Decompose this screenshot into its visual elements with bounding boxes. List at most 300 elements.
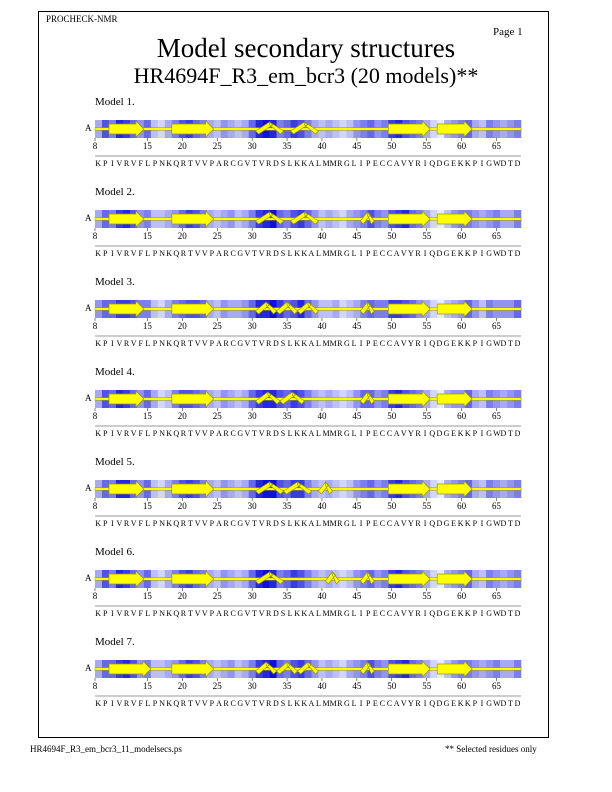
residue-letter: L: [145, 159, 151, 168]
residue-letter: V: [116, 609, 123, 618]
residue-letter: E: [372, 339, 378, 348]
residue-letter: I: [110, 249, 114, 258]
residue-letter: N: [159, 519, 165, 528]
model-label: Model 3.: [95, 276, 135, 288]
residue-number: 25: [212, 141, 222, 151]
residue-number: 45: [352, 231, 362, 241]
residue-letter: K: [301, 699, 308, 708]
residue-letter: K: [166, 339, 173, 348]
residue-number: 60: [457, 681, 467, 691]
residue-letter: T: [252, 699, 257, 708]
residue-letter: R: [337, 609, 343, 618]
residue-letter: V: [194, 159, 201, 168]
residue-letter: P: [209, 519, 215, 528]
residue-number: 30: [247, 231, 257, 241]
residue-letter: A: [308, 519, 315, 528]
residue-letter: K: [95, 249, 101, 258]
residue-letter: G: [486, 429, 492, 438]
residue-letter: I: [480, 609, 484, 618]
residue-letter: C: [379, 159, 386, 168]
residue-number: 55: [422, 411, 432, 421]
residue-letter: R: [266, 699, 272, 708]
residue-letter: V: [201, 249, 208, 258]
residue-letter: T: [188, 249, 193, 258]
residue-number: 65: [492, 411, 502, 421]
residue-letter: D: [436, 609, 443, 618]
residue-letter: K: [166, 159, 173, 168]
residue-letter: S: [280, 339, 286, 348]
residue-letter: K: [464, 249, 471, 258]
residue-letter: C: [230, 609, 236, 618]
residue-number: 25: [212, 231, 222, 241]
residue-letter: D: [500, 429, 507, 438]
residue-letter: L: [145, 699, 151, 708]
residue-letter: I: [359, 609, 363, 618]
residue-letter: P: [366, 159, 371, 168]
residue-letter: D: [514, 609, 521, 618]
residue-letter: V: [130, 339, 137, 348]
residue-letter: P: [472, 519, 478, 528]
model-label: Model 2.: [95, 186, 135, 198]
residue-letter: G: [237, 339, 244, 348]
residue-letter: P: [209, 339, 215, 348]
residue-letter: K: [457, 339, 464, 348]
residue-letter: V: [258, 159, 265, 168]
residue-letter: L: [287, 699, 293, 708]
residue-letter: T: [507, 249, 513, 258]
residue-letter: D: [436, 519, 443, 528]
residue-letter: M: [329, 609, 337, 618]
residue-letter: L: [145, 609, 151, 618]
residue-letter: Y: [408, 519, 414, 528]
residue-number: 30: [247, 321, 257, 331]
residue-number: 40: [317, 231, 327, 241]
chain-label: A: [85, 123, 92, 133]
residue-letter: P: [102, 159, 108, 168]
residue-letter: K: [301, 249, 308, 258]
residue-letter: C: [379, 699, 386, 708]
residue-letter: R: [266, 249, 272, 258]
residue-letter: Q: [173, 429, 180, 438]
residue-letter: P: [152, 159, 158, 168]
residue-number: 8: [92, 231, 98, 241]
residue-letter: V: [194, 609, 201, 618]
residue-letter: G: [486, 249, 492, 258]
residue-letter: L: [145, 429, 151, 438]
residue-sequence: [95, 159, 521, 168]
residue-letter: D: [514, 699, 521, 708]
residue-number: 8: [92, 141, 98, 151]
residue-number: 35: [282, 231, 292, 241]
residue-number: 45: [352, 321, 362, 331]
residue-letter: E: [451, 159, 456, 168]
residue-number: 15: [142, 501, 152, 511]
residue-number: 20: [177, 591, 187, 601]
page-title: Model secondary structures: [156, 33, 456, 63]
residue-letter: N: [159, 249, 165, 258]
residue-number: 35: [282, 501, 292, 511]
residue-letter: V: [116, 429, 123, 438]
model-block: [0, 366, 612, 456]
residue-letter: V: [258, 699, 265, 708]
residue-letter: M: [322, 429, 330, 438]
residue-number: 65: [492, 321, 502, 331]
residue-letter: V: [244, 609, 251, 618]
residue-letter: V: [201, 339, 208, 348]
residue-number: 20: [177, 321, 187, 331]
residue-letter: R: [266, 159, 272, 168]
residue-letter: G: [344, 519, 350, 528]
residue-letter: G: [237, 699, 244, 708]
residue-letter: K: [294, 519, 301, 528]
residue-letter: D: [272, 249, 279, 258]
residue-number: 55: [422, 591, 432, 601]
page-subtitle: HR4694F_R3_em_bcr3 (20 models)**: [133, 63, 479, 88]
residue-letter: K: [301, 609, 308, 618]
residue-number: 35: [282, 591, 292, 601]
residue-number: 20: [177, 231, 187, 241]
model-block: [0, 456, 612, 546]
residue-letter: Q: [173, 519, 180, 528]
residue-letter: G: [443, 339, 450, 348]
residue-letter: T: [507, 609, 513, 618]
residue-letter: K: [166, 609, 173, 618]
residue-letter: M: [329, 429, 337, 438]
residue-letter: S: [280, 159, 286, 168]
residue-letter: K: [457, 609, 464, 618]
residue-letter: I: [110, 339, 114, 348]
residue-letter: P: [102, 609, 108, 618]
residue-letter: A: [393, 609, 400, 618]
residue-letter: Q: [173, 339, 180, 348]
residue-letter: D: [514, 339, 521, 348]
residue-letter: Q: [429, 249, 436, 258]
residue-letter: G: [443, 249, 450, 258]
residue-letter: V: [400, 249, 407, 258]
residue-letter: V: [130, 699, 137, 708]
residue-letter: C: [230, 699, 236, 708]
residue-number: 45: [352, 591, 362, 601]
residue-letter: A: [216, 249, 222, 258]
residue-number: 15: [142, 411, 152, 421]
residue-number: 20: [177, 411, 187, 421]
residue-letter: K: [95, 339, 101, 348]
residue-letter: W: [493, 699, 501, 708]
residue-letter: A: [393, 699, 400, 708]
residue-letter: G: [486, 609, 492, 618]
residue-letter: G: [443, 609, 450, 618]
residue-letter: T: [507, 429, 513, 438]
residue-letter: V: [400, 159, 407, 168]
residue-letter: V: [116, 699, 123, 708]
residue-letter: I: [359, 519, 363, 528]
residue-letter: I: [480, 429, 484, 438]
residue-letter: C: [379, 519, 386, 528]
residue-sequence: [95, 249, 521, 258]
residue-letter: R: [415, 429, 421, 438]
structure-track: [0, 546, 612, 616]
residue-letter: A: [308, 609, 315, 618]
residue-sequence: [95, 699, 521, 708]
residue-number: 40: [317, 681, 327, 691]
structure-track: [0, 96, 612, 166]
residue-letter: K: [457, 249, 464, 258]
residue-letter: M: [322, 609, 330, 618]
residue-letter: T: [188, 429, 193, 438]
residue-letter: V: [130, 609, 137, 618]
chain-label: A: [85, 213, 92, 223]
residue-letter: D: [500, 699, 507, 708]
residue-letter: P: [472, 159, 478, 168]
residue-letter: W: [493, 609, 501, 618]
residue-letter: D: [436, 249, 443, 258]
residue-letter: P: [366, 699, 371, 708]
residue-letter: E: [451, 519, 456, 528]
residue-letter: R: [180, 519, 187, 528]
program-name: PROCHECK-NMR: [46, 14, 118, 24]
residue-letter: C: [379, 429, 386, 438]
residue-number: 35: [282, 681, 292, 691]
residue-letter: I: [359, 429, 363, 438]
residue-letter: M: [322, 339, 330, 348]
residue-letter: V: [258, 429, 265, 438]
residue-letter: R: [123, 699, 130, 708]
residue-letter: R: [180, 699, 187, 708]
residue-number: 8: [92, 501, 98, 511]
residue-letter: K: [166, 519, 173, 528]
residue-letter: P: [152, 429, 158, 438]
residue-letter: T: [188, 609, 193, 618]
residue-letter: T: [188, 339, 193, 348]
model-block: [0, 546, 612, 636]
residue-letter: M: [322, 159, 330, 168]
residue-number: 30: [247, 141, 257, 151]
residue-letter: C: [386, 159, 393, 168]
residue-number: 35: [282, 411, 292, 421]
residue-letter: Y: [408, 339, 414, 348]
residue-number: 8: [92, 681, 98, 691]
residue-letter: P: [152, 519, 158, 528]
residue-letter: P: [366, 249, 371, 258]
residue-letter: F: [138, 429, 143, 438]
residue-letter: W: [493, 429, 501, 438]
residue-letter: Q: [429, 519, 436, 528]
footer-filename: HR4694F_R3_em_bcr3_11_modelsecs.ps: [30, 744, 182, 754]
model-label: Model 7.: [95, 636, 135, 648]
residue-letter: R: [223, 519, 229, 528]
residue-number: 50: [387, 591, 397, 601]
residue-letter: Q: [429, 159, 436, 168]
residue-letter: V: [201, 519, 208, 528]
residue-number: 45: [352, 411, 362, 421]
residue-letter: A: [308, 249, 315, 258]
residue-letter: S: [280, 699, 286, 708]
residue-number: 55: [422, 231, 432, 241]
residue-letter: K: [294, 159, 301, 168]
residue-letter: W: [493, 249, 501, 258]
residue-letter: G: [443, 699, 450, 708]
residue-letter: D: [500, 339, 507, 348]
residue-letter: G: [344, 429, 350, 438]
residue-letter: F: [138, 519, 143, 528]
residue-number: 40: [317, 411, 327, 421]
residue-letter: R: [223, 249, 229, 258]
residue-letter: K: [464, 519, 471, 528]
residue-letter: Y: [408, 699, 414, 708]
residue-number: 55: [422, 501, 432, 511]
residue-letter: D: [436, 429, 443, 438]
residue-letter: P: [472, 699, 478, 708]
residue-letter: G: [486, 519, 492, 528]
residue-letter: R: [180, 159, 187, 168]
residue-letter: F: [138, 609, 143, 618]
residue-letter: D: [500, 159, 507, 168]
residue-letter: K: [301, 339, 308, 348]
residue-letter: M: [329, 339, 337, 348]
residue-letter: V: [201, 699, 208, 708]
residue-letter: R: [180, 429, 187, 438]
residue-letter: K: [294, 429, 301, 438]
residue-number: 55: [422, 321, 432, 331]
residue-number: 35: [282, 141, 292, 151]
residue-letter: V: [116, 249, 123, 258]
residue-letter: K: [95, 519, 101, 528]
footer-note: ** Selected residues only: [445, 744, 537, 754]
residue-letter: D: [500, 609, 507, 618]
residue-letter: V: [258, 249, 265, 258]
residue-letter: G: [237, 609, 244, 618]
residue-letter: M: [322, 519, 330, 528]
residue-letter: Q: [173, 699, 180, 708]
model-block: [0, 636, 612, 726]
residue-letter: D: [272, 159, 279, 168]
residue-number: 50: [387, 411, 397, 421]
residue-letter: V: [258, 519, 265, 528]
residue-letter: P: [472, 249, 478, 258]
residue-letter: D: [272, 519, 279, 528]
residue-letter: S: [280, 249, 286, 258]
residue-letter: R: [266, 519, 272, 528]
chain-label: A: [85, 663, 92, 673]
residue-letter: C: [230, 519, 236, 528]
residue-letter: A: [216, 429, 222, 438]
residue-sequence: [95, 339, 521, 348]
residue-letter: L: [287, 339, 293, 348]
residue-letter: I: [480, 159, 484, 168]
residue-letter: R: [180, 339, 187, 348]
residue-number: 50: [387, 501, 397, 511]
residue-letter: I: [423, 519, 427, 528]
residue-letter: P: [152, 609, 158, 618]
residue-letter: V: [201, 159, 208, 168]
residue-letter: V: [194, 429, 201, 438]
residue-letter: P: [102, 519, 108, 528]
residue-sequence: [95, 609, 521, 618]
residue-letter: R: [415, 159, 421, 168]
residue-letter: V: [244, 519, 251, 528]
residue-letter: L: [351, 249, 357, 258]
residue-letter: L: [316, 249, 321, 258]
residue-letter: K: [294, 249, 301, 258]
residue-sequence: [95, 429, 521, 438]
residue-letter: P: [472, 339, 478, 348]
residue-number: 55: [422, 681, 432, 691]
residue-letter: I: [110, 519, 114, 528]
residue-letter: V: [130, 519, 137, 528]
residue-letter: W: [493, 519, 501, 528]
residue-letter: R: [415, 519, 421, 528]
page-number: Page 1: [493, 26, 523, 38]
residue-letter: C: [386, 339, 393, 348]
residue-letter: R: [415, 249, 421, 258]
residue-number: 45: [352, 501, 362, 511]
residue-letter: I: [423, 609, 427, 618]
residue-letter: D: [272, 699, 279, 708]
residue-letter: Y: [408, 159, 414, 168]
residue-letter: M: [322, 699, 330, 708]
residue-letter: R: [123, 249, 130, 258]
chain-label: A: [85, 303, 92, 313]
residue-letter: E: [372, 249, 378, 258]
model-label: Model 5.: [95, 456, 135, 468]
residue-letter: V: [194, 699, 201, 708]
residue-letter: A: [308, 429, 315, 438]
residue-letter: T: [507, 159, 513, 168]
residue-letter: G: [344, 159, 350, 168]
residue-letter: C: [386, 699, 393, 708]
residue-letter: P: [209, 699, 215, 708]
residue-letter: F: [138, 249, 143, 258]
residue-letter: C: [230, 339, 236, 348]
residue-letter: N: [159, 159, 165, 168]
residue-letter: R: [337, 159, 343, 168]
residue-number: 45: [352, 141, 362, 151]
residue-letter: D: [514, 429, 521, 438]
residue-letter: D: [514, 249, 521, 258]
residue-letter: P: [366, 519, 371, 528]
residue-letter: A: [216, 159, 222, 168]
residue-letter: K: [464, 339, 471, 348]
residue-letter: Y: [408, 429, 414, 438]
residue-number: 30: [247, 501, 257, 511]
model-label: Model 1.: [95, 96, 135, 108]
residue-letter: Q: [173, 249, 180, 258]
residue-letter: R: [415, 699, 421, 708]
residue-letter: D: [500, 519, 507, 528]
residue-letter: R: [123, 429, 130, 438]
residue-letter: I: [480, 699, 484, 708]
residue-letter: D: [436, 159, 443, 168]
residue-number: 15: [142, 681, 152, 691]
residue-letter: L: [351, 429, 357, 438]
residue-number: 40: [317, 591, 327, 601]
residue-letter: Q: [429, 429, 436, 438]
residue-letter: V: [400, 429, 407, 438]
residue-letter: L: [287, 159, 293, 168]
residue-letter: L: [287, 609, 293, 618]
residue-letter: S: [280, 429, 286, 438]
residue-letter: N: [159, 699, 165, 708]
residue-letter: K: [464, 429, 471, 438]
residue-letter: I: [423, 339, 427, 348]
residue-letter: V: [258, 339, 265, 348]
residue-letter: F: [138, 699, 143, 708]
residue-letter: V: [244, 699, 251, 708]
residue-letter: D: [272, 429, 279, 438]
residue-letter: A: [308, 159, 315, 168]
residue-letter: V: [194, 339, 201, 348]
residue-number: 50: [387, 681, 397, 691]
